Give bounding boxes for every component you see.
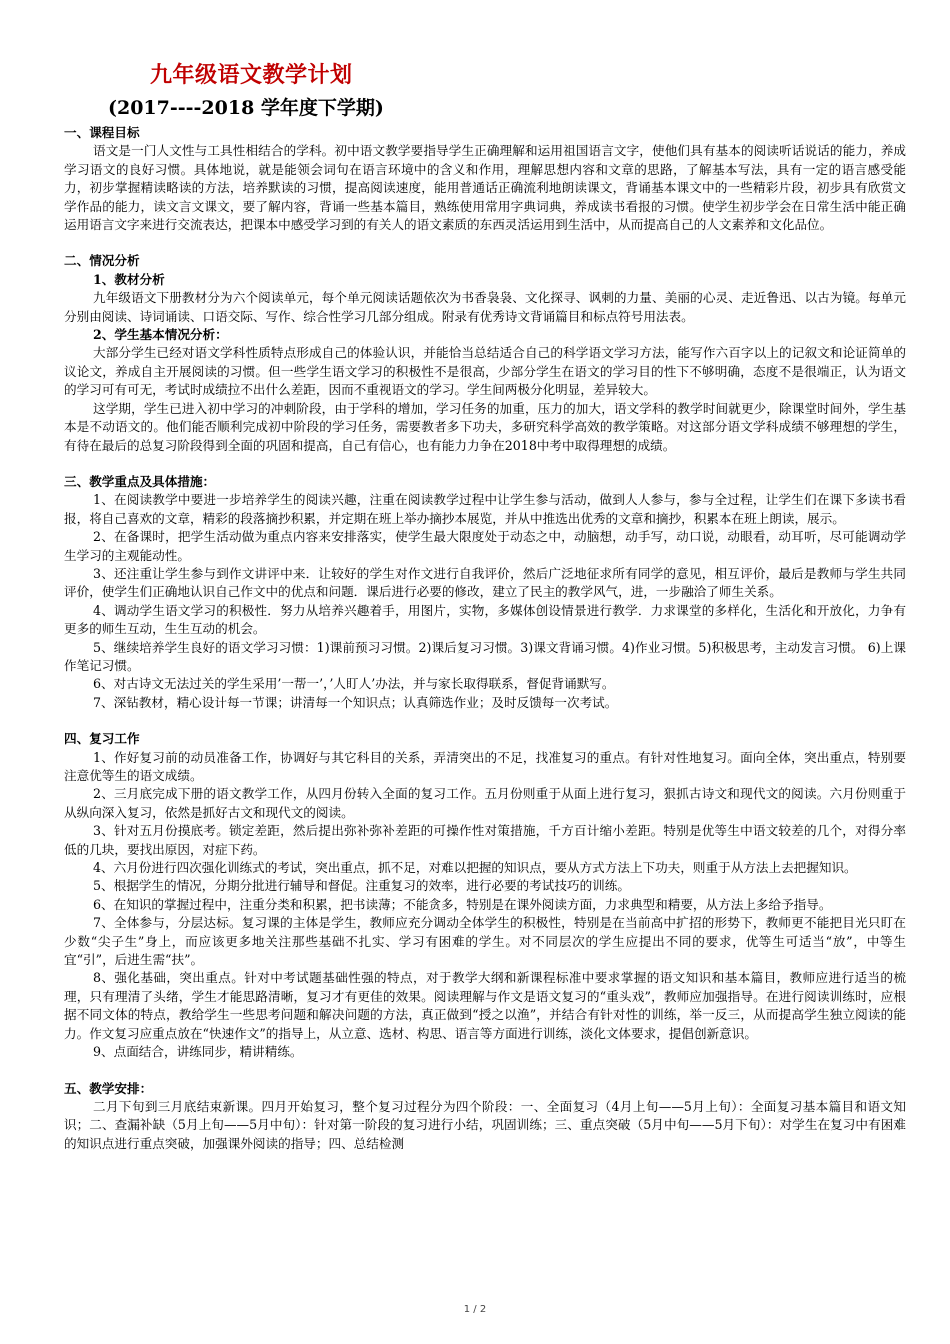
paragraph: 二月下旬到三月底结束新课。四月开始复习，整个复习过程分为四个阶段：一、全面复习（4月上旬——5月上旬）：全面复习基本篇目和语文知识；二、查漏补缺（5月上旬——5月中旬）：针对第一阶段的复习进行小结，巩固训练；三、重点突破（5月中旬——5月下旬）：对学生在复习中有困难的知识点进行重点突破，加强课外阅读的指导；四、总结检测 <box>64 1098 906 1151</box>
paragraph: 4、六月份进行四次强化训练式的考试，突出重点，抓不足，对难以把握的知识点，要从方式方法上下功夫，则重于从方法上去把握知识。 <box>93 860 857 876</box>
subsection-heading: 1、教材分析 <box>93 271 165 287</box>
paragraph: 8、强化基础，突出重点。针对中考试题基础性强的特点，对于教学大纲和新课程标准中要求掌握的语文知识和基本篇目，教师应进行适当的梳理，只有理清了头绪，学生才能思路清晰，复习才有更佳的效果。阅读理解与作文是语文复习的“重头戏”，教师应加强指导。在进行阅读训练时，应根据不同文体的特点，教给学生一些思考问题和解决问题的方法，真正做到“授之以渔”，并结合有针对性的训练，举一反三，从而提高学生独立阅读的能力。作文复习应重点放在“快速作文”的指导上，从立意、选材、构思、语言等方面进行训练，淡化文体要求，提倡创新意识。 <box>64 970 906 1041</box>
paragraph: 这学期，学生已进入初中学习的冲刺阶段，由于学科的增加，学习任务的加重，压力的加大，语文学科的教学时间就更少，除课堂时间外，学生基本是不动语文的。他们能否顺利完成初中阶段的学习任务，需要教者多下功夫，多研究科学高效的教学策略。对这部分语文学科成绩不够理想的学生，有待在最后的总复习阶段得到全面的巩固和提高，自己有信心，也有能力力争在2018中考中取得理想的成绩。 <box>64 400 906 453</box>
section-heading-4: 四、复习工作 <box>64 731 140 747</box>
document-body <box>64 124 906 1153</box>
paragraph: 9、点面结合，讲练同步，精讲精练。 <box>93 1044 303 1060</box>
paragraph: 7、深钻教材，精心设计每一节课；讲清每一个知识点；认真筛选作业；及时反馈每一次考试。 <box>93 694 618 710</box>
section-heading-1: 一、课程目标 <box>64 125 140 140</box>
paragraph: 语文是一门人文性与工具性相结合的学科。初中语文教学要指导学生正确理解和运用祖国语言文字，使他们具有基本的阅读听话说话的能力，养成学习语文的良好习惯。具体地说，就是能领会词句在语言环境中的含义和作用，理解思想内容和文章的思路，了解基本写法，具有一定的语言感受能力，初步掌握精读略读的方法，培养默读的习惯，提高阅读速度，能用普通话正确流利地朗读课文，背诵基本课文中的一些精彩片段，初步具有欣赏文学作品的能力，读文言文课文，要了解内容，背诵一些基本篇目，熟练使用常用字典词典，养成读书看报的习惯。使学生初步学会在日常生活中能正确运用语言文字来进行交流表达，把课本中感受学习到的有关人的语文素质的东西灵活运用到生活中，从而提高自己的人文素养和文化品位。 <box>64 143 906 233</box>
section-heading-3: 三、教学重点及具体措施： <box>64 473 216 489</box>
paragraph: 2、三月底完成下册的语文教学工作，从四月份转入全面的复习工作。五月份则重于从面上进行复习，狠抓古诗文和现代文的阅读。六月份则重于从纵向深入复习，依然是抓好古文和现代文的阅读。 <box>64 786 906 820</box>
subsection-heading: 2、学生基本情况分析： <box>93 327 228 343</box>
section-heading-5: 五、教学安排： <box>64 1080 153 1096</box>
paragraph: 3、针对五月份摸底考。锁定差距，然后提出弥补弥补差距的可操作性对策措施，千方百计缩小差距。特别是优等生中语文较差的几个，对得分率低的几块，要找出原因，对症下药。 <box>64 823 906 857</box>
page-number: 1 / 2 <box>463 1304 487 1315</box>
paragraph: 1、作好复习前的动员准备工作，协调好与其它科目的关系，弄清突出的不足，找准复习的重点。有针对性地复习。面向全体，突出重点，特别要注意优等生的语文成绩。 <box>64 749 906 783</box>
paragraph: 4、调动学生语文学习的积极性．努力从培养兴趣着手，用图片，实物，多媒体创设情景进行教学．力求课堂的多样化，生活化和开放化，力争有更多的师生互动，生生互动的机会。 <box>64 602 906 637</box>
document-title: 九年级语文教学计划 <box>150 63 353 88</box>
paragraph: 大部分学生已经对语文学科性质特点形成自己的体验认识，并能恰当总结适合自己的科学语文学习方法，能写作六百字以上的记叙文和论证简单的议论文，养成自主开展阅读的习惯。但一些学生语文学习的积极性不是很高，少部分学生在语文的学习目的性下不够明确，态度不是很端正，认为语文的学习可有可无，考试时成绩拉不出什么差距，因而不重视语文的学习。学生间两极分化明显，差异较大。 <box>64 345 906 398</box>
paragraph: 6、对古诗文无法过关的学生采用’一帮一’，’人盯人’办法，并与家长取得联系，督促背诵默写。 <box>93 676 615 692</box>
paragraph: 7、全体参与，分层达标。复习课的主体是学生，教师应充分调动全体学生的积极性，特别是在当前高中扩招的形势下，教师更不能把目光只盯在少数“尖子生”身上，而应该更多地关注那些基础不扎实、学习有困难的学生。对不同层次的学生应提出不同的要求，优等生可适当“放”，中等生宜“引”，后进生需“扶”。 <box>64 915 906 968</box>
paragraph: 5、继续培养学生良好的语文学习习惯：1)课前预习习惯。2)课后复习习惯。3)课文背诵习惯。4)作业习惯。5)积极思考，主动发言习惯。 6)上课作笔记习惯。 <box>64 639 906 673</box>
paragraph: 九年级语文下册教材分为六个阅读单元，每个单元阅读话题依次为书香袅袅、文化探寻、讽刺的力量、美丽的心灵、走近鲁迅、以古为镜。每单元分别由阅读、诗词诵读、口语交际、写作、综合性学习几部分组成。附录有优秀诗文背诵篇目和标点符号用法表。 <box>64 290 906 324</box>
paragraph: 3、还注重让学生参与到作文讲评中来．让较好的学生对作文进行自我评价，然后广泛地征求所有同学的意见，相互评价，最后是教师与学生共同评价，使学生们正确地认识自己作文中的优点和问题．课后进行必要的修改，建立了民主的教学风气，进，一步融洽了师生关系。 <box>64 565 906 600</box>
paragraph: 1、在阅读教学中要进一步培养学生的阅读兴趣，注重在阅读教学过程中让学生参与活动，做到人人参与，参与全过程，让学生们在课下多读书看报，将自己喜欢的文章，精彩的段落摘抄积累，并定期在班上举办摘抄本展览，并从中推选出优秀的文章和摘抄，积累本在班上朗读，展示。 <box>64 492 906 526</box>
paragraph: 5、根据学生的情况，分期分批进行辅导和督促。注重复习的效率，进行必要的考试技巧的训练。 <box>93 878 630 894</box>
paragraph: 2、在备课时，把学生活动做为重点内容来安排落实，使学生最大限度处于动态之中，动脑想，动手写，动口说，动眼看，动耳听，尽可能调动学生学习的主观能动性。 <box>64 529 906 563</box>
paragraph: 6、在知识的掌握过程中，注重分类和积累，把书读薄；不能贪多，特别是在课外阅读方面，力求典型和精要，从方法上多给予指导。 <box>93 896 832 912</box>
section-heading-2: 二、情况分析 <box>64 253 140 269</box>
document-subtitle: (2017----2018 学年度下学期) <box>108 97 384 119</box>
